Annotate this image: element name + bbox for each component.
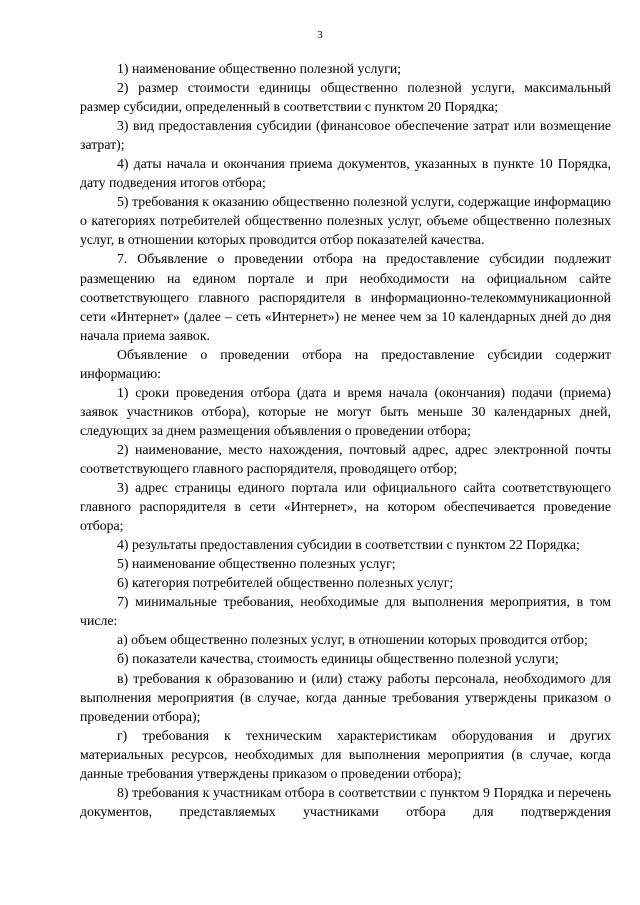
paragraph: 6) категория потребителей общественно полезных услуг;: [117, 575, 454, 591]
paragraph: в) требования к образованию и (или) стажу работы персонала, необходимого для выполнения мероприятия (в случае, когда данные требования утверждены приказом о проведении отбора);: [80, 670, 611, 724]
paragraph: 2) наименование, место нахождения, почтовый адрес, адрес электронной почты соответствующего главного распорядителя, проводящего отбор;: [80, 441, 611, 476]
paragraph: 5) наименование общественно полезных услуг;: [117, 556, 396, 572]
paragraph: а) объем общественно полезных услуг, в отношении которых проводится отбор;: [117, 632, 588, 648]
paragraph: 1) наименование общественно полезной услуги;: [117, 61, 402, 76]
page-number: 3: [317, 29, 323, 41]
paragraph: 2) размер стоимости единицы общественно полезной услуги, максимальный размер субсидии, определенный в соответствии с пунктом 20 Порядка;: [80, 80, 611, 115]
paragraph: 3) адрес страницы единого портала или официального сайта соответствующего главного распорядителя в сети «Интернет», на котором обеспечивается проведение отбора;: [80, 480, 611, 534]
paragraph: 1) сроки проведения отбора (дата и время начала (окончания) подачи (приема) заявок участников отбора), которые не могут быть меньше 30 календарных дней, следующих за днем размещения объявления о проведении отбора;: [80, 384, 611, 438]
paragraph: 7) минимальные требования, необходимые для выполнения мероприятия, в том числе:: [80, 594, 611, 629]
paragraph: 4) результаты предоставления субсидии в соответствии с пунктом 22 Порядка;: [117, 537, 580, 553]
paragraph: 7. Объявление о проведении отбора на предоставление субсидии подлежит размещению на едином портале и при необходимости на официальном сайте соответствующего главного распорядителя в информационно-телекоммуникационной сети «Интернет» (далее – сеть «Интернет») не менее чем за 10 календарных дней до дня начала приема заявок.: [80, 251, 611, 343]
paragraph: г) требования к техническим характеристикам оборудования и других материальных ресурсов, необходимых для выполнения мероприятия (в случае, когда данные требования утверждены приказом о проведении отбора);: [80, 727, 611, 781]
paragraph: 3) вид предоставления субсидии (финансовое обеспечение затрат или возмещение затрат);: [80, 118, 611, 153]
paragraph: 8) требования к участникам отбора в соответствии с пунктом 9 Порядка и перечень документов, представляемых участниками отбора для подтверждения: [80, 784, 611, 819]
paragraph: 5) требования к оказанию общественно полезной услуги, содержащие информацию о категориях потребителей общественно полезных услуг, объеме общественно полезных услуг, в отношении которых проводится отбор показателей качества.: [80, 194, 611, 248]
paragraph: б) показатели качества, стоимость единицы общественно полезной услуги;: [117, 651, 559, 667]
paragraph: Объявление о проведении отбора на предоставление субсидии содержит информацию:: [80, 346, 611, 381]
document-body: [80, 59, 611, 821]
paragraph: 4) даты начала и окончания приема документов, указанных в пункте 10 Порядка, дату подведения итогов отбора;: [80, 156, 611, 191]
